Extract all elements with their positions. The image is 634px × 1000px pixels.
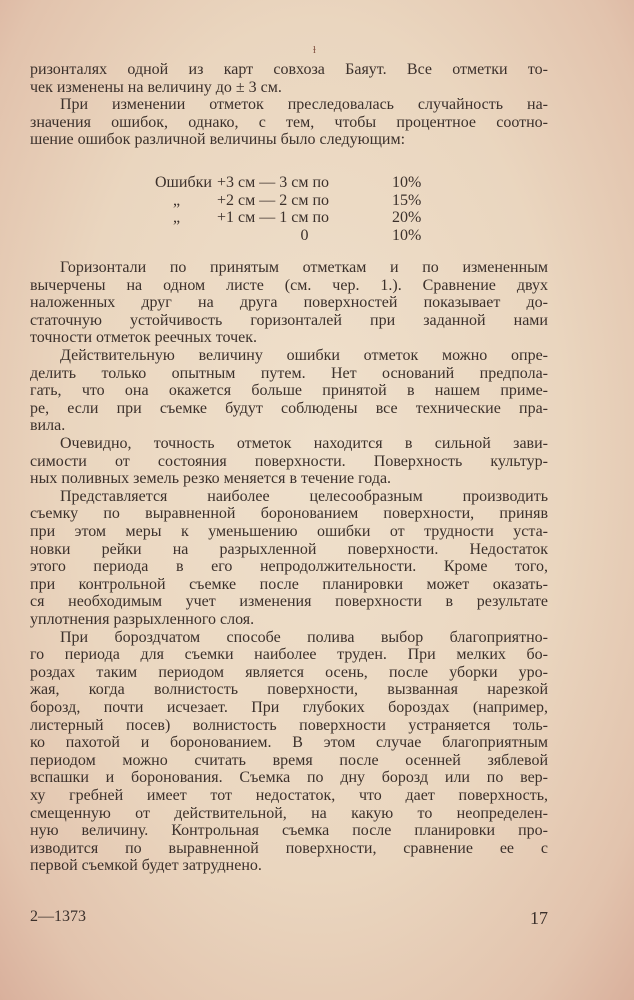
text-line: этого периода в его непродолжительности. Кроме того,: [30, 558, 548, 576]
text-line: вычерчены на одном листе (см. чер. 1.). Сравнение двух: [30, 276, 548, 294]
text-line: делить только опытным путем. Нет оснований предпола-: [30, 364, 548, 382]
table-row: [155, 227, 432, 245]
text-line: уплотнения разрыхленного слоя.: [30, 611, 255, 628]
table-row: [155, 209, 432, 227]
text-line: ную величину. Контрольная съемка после планировки про-: [30, 822, 548, 840]
error-distribution-table: [155, 174, 432, 244]
text-line: Действительную величину ошибки отметок можно опре-: [60, 347, 548, 364]
text-line: наложенных друг на друга поверхностей показывает до-: [30, 294, 548, 312]
table-cell-pct: 10%: [392, 174, 422, 191]
text-line: гать, что она окажется больше принятой в нашем приме-: [30, 382, 548, 400]
text-line: роздах таким периодом является осень, после уборки уро-: [30, 663, 548, 681]
text-line: значения ошибок, однако, с тем, чтобы процентное соотно-: [30, 113, 548, 131]
text-line: статочную устойчивость горизонталей при заданной нами: [30, 311, 548, 329]
ink-mark: ɫ: [313, 45, 316, 56]
text-line: вила.: [30, 417, 66, 435]
text-line: при этом меры к уменьшению ошибки от трудности уста-: [30, 523, 548, 540]
text-line: ся необходимым учет изменения поверхности в результате: [30, 593, 548, 611]
text-line: вспашки и боронования. Съемка по дну борозд или по вер-: [30, 769, 548, 787]
table-cell-label: „: [173, 209, 181, 226]
printer-signature: 2—1373: [30, 908, 86, 925]
text-line: ных поливных земель резко меняется в течение года.: [30, 470, 392, 488]
text-line: шение ошибок различной величины было следующим:: [30, 131, 406, 149]
table-row: [155, 192, 432, 210]
text-line: при контрольной съемке после планировки может оказать-: [30, 575, 548, 593]
text-line: го периода для съемки наиболее труден. При мелких бо-: [30, 646, 548, 664]
text-line: новки рейки на разрыхленной поверхности. Недостаток: [30, 540, 548, 558]
text-line: смещенную от действительной, на какую то неопределен-: [30, 804, 548, 822]
table-cell-pct: 15%: [392, 191, 422, 209]
text-line: листерный посев) волнистость поверхности устраняется толь-: [30, 716, 548, 734]
text-line: съемку по выравненной боронованием поверхности, приняв: [30, 505, 548, 523]
text-line: борозд, почти исчезает. При глубоких бороздах (например,: [30, 699, 548, 716]
table-cell-label: Ошибки: [155, 174, 212, 191]
text-line: чек изменены на величину до ± 3 см.: [30, 78, 282, 96]
table-cell-pct: 10%: [392, 226, 422, 244]
table-cell-range: +3 см — 3 см по: [217, 174, 330, 191]
table-cell-label: „: [173, 191, 181, 209]
table-cell-range: +2 см — 2 см по: [217, 191, 330, 209]
text-line: Горизонтали по принятым отметкам и по измененным: [60, 259, 548, 276]
text-line: периодом можно считать время после осенней зяблевой: [30, 751, 548, 769]
text-line: Представляется наиболее целесообразным производить: [60, 487, 548, 505]
text-line: жая, когда волнистость поверхности, вызванная нарезкой: [30, 681, 548, 699]
text-line: ху гребней имеет тот недостаток, что дает поверхность,: [30, 787, 548, 804]
text-line: симости от состояния поверхности. Поверхность культур-: [30, 452, 548, 470]
table-cell-pct: 20%: [392, 209, 422, 226]
table-cell-label: [155, 227, 217, 245]
text-line: Очевидно, точность отметок находится в сильной зави-: [60, 435, 548, 452]
text-line: изводится по выравненной поверхности, сравнение ее с: [30, 839, 548, 857]
text-line: ре, если при съемке будут соблюдены все технические пра-: [30, 399, 548, 417]
table-cell-range: +1 см — 1 см по: [217, 209, 330, 226]
text-line: точности отметок реечных точек.: [30, 329, 258, 347]
text-line: При бороздчатом способе полива выбор благоприятно-: [60, 628, 548, 646]
table-row: [155, 174, 432, 192]
text-line: При изменении отметок преследовалась случайность на-: [60, 96, 548, 114]
text-line: ко пахотой и боронованием. В этом случае благоприятным: [30, 734, 548, 752]
text-line: первой съемкой будет затруднено.: [30, 857, 262, 875]
table-cell-range: 0: [300, 226, 309, 244]
text-line: ризонталях одной из карт совхоза Баяут. Все отметки то-: [30, 61, 548, 78]
page-number: 17: [530, 908, 548, 928]
